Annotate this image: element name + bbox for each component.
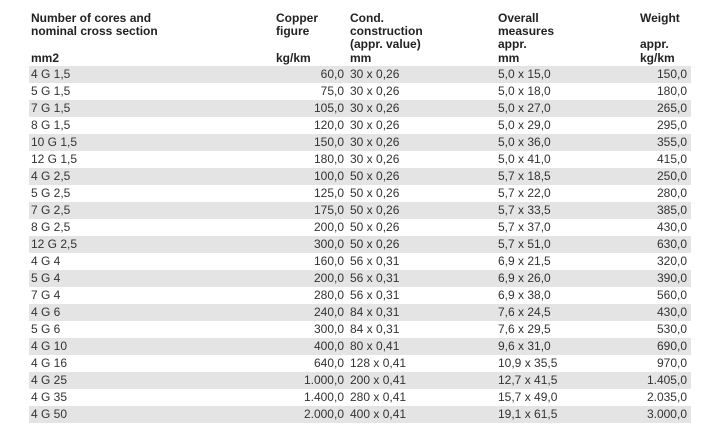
table-row [29,287,691,304]
cell-copper-figure: 280,0 [274,287,348,304]
unit-conductor-construction: mm [350,51,372,65]
cell-weight: 295,0 [617,117,691,134]
cell-copper-figure: 105,0 [274,100,348,117]
cell-weight: 415,0 [617,151,691,168]
cell-conductor-construction: 56 x 0,31 [348,253,496,270]
table-header [29,12,691,66]
cell-overall-measures: 6,9 x 26,0 [496,270,617,287]
table-row [29,100,691,117]
cable-spec-table [29,12,691,423]
cell-conductor-construction: 30 x 0,26 [348,83,496,100]
cell-conductor-construction: 30 x 0,26 [348,117,496,134]
cell-conductor-construction: 50 x 0,26 [348,202,496,219]
cell-cores-cross-section: 4 G 25 [29,372,274,389]
cell-overall-measures: 7,6 x 29,5 [496,321,617,338]
cell-weight: 2.035,0 [617,389,691,406]
cell-weight: 150,0 [617,66,691,83]
table-row [29,134,691,151]
cell-weight: 690,0 [617,338,691,355]
cell-copper-figure: 175,0 [274,202,348,219]
cell-overall-measures: 5,7 x 51,0 [496,236,617,253]
cell-overall-measures: 6,9 x 21,5 [496,253,617,270]
cell-cores-cross-section: 8 G 2,5 [29,219,274,236]
cell-conductor-construction: 80 x 0,41 [348,338,496,355]
table-row [29,270,691,287]
cell-weight: 560,0 [617,287,691,304]
cell-cores-cross-section: 7 G 4 [29,287,274,304]
cell-cores-cross-section: 4 G 35 [29,389,274,406]
cell-copper-figure: 2.000,0 [274,406,348,423]
cell-cores-cross-section: 4 G 6 [29,304,274,321]
cell-overall-measures: 5,0 x 36,0 [496,134,617,151]
cell-overall-measures: 5,7 x 18,5 [496,168,617,185]
cell-conductor-construction: 30 x 0,26 [348,151,496,168]
table-row [29,338,691,355]
table-row [29,151,691,168]
header-cores-cross-section: Number of cores and nominal cross section [31,11,158,38]
table-row [29,219,691,236]
cell-overall-measures: 9,6 x 31,0 [496,338,617,355]
header-copper-figure: Copper figure [276,11,318,38]
cell-conductor-construction: 30 x 0,26 [348,66,496,83]
cell-copper-figure: 200,0 [274,270,348,287]
cell-copper-figure: 75,0 [274,83,348,100]
table-row [29,236,691,253]
cell-weight: 3.000,0 [617,406,691,423]
cell-overall-measures: 5,7 x 22,0 [496,185,617,202]
table-row [29,202,691,219]
cell-overall-measures: 15,7 x 49,0 [496,389,617,406]
cell-copper-figure: 60,0 [274,66,348,83]
table-row [29,66,691,83]
cell-conductor-construction: 30 x 0,26 [348,100,496,117]
cell-overall-measures: 5,7 x 37,0 [496,219,617,236]
cell-overall-measures: 6,9 x 38,0 [496,287,617,304]
cell-cores-cross-section: 12 G 2,5 [29,236,274,253]
cell-weight: 280,0 [617,185,691,202]
cell-cores-cross-section: 5 G 2,5 [29,185,274,202]
cell-cores-cross-section: 4 G 10 [29,338,274,355]
header-overall-measures: Overall measures appr. [498,11,555,51]
cell-conductor-construction: 50 x 0,26 [348,185,496,202]
table-row [29,389,691,406]
cell-copper-figure: 180,0 [274,151,348,168]
cell-copper-figure: 125,0 [274,185,348,202]
cell-overall-measures: 12,7 x 41,5 [496,372,617,389]
cable-spec-table-container [29,12,691,423]
unit-copper-figure: kg/km [276,51,311,65]
cell-weight: 970,0 [617,355,691,372]
cell-conductor-construction: 30 x 0,26 [348,134,496,151]
cell-overall-measures: 5,0 x 18,0 [496,83,617,100]
table-row [29,117,691,134]
cell-cores-cross-section: 4 G 16 [29,355,274,372]
cell-copper-figure: 200,0 [274,219,348,236]
cell-conductor-construction: 200 x 0,41 [348,372,496,389]
cell-conductor-construction: 84 x 0,31 [348,304,496,321]
table-row [29,406,691,423]
cell-conductor-construction: 280 x 0,41 [348,389,496,406]
unit-overall-measures: mm [498,51,520,65]
cell-overall-measures: 5,0 x 41,0 [496,151,617,168]
cell-overall-measures: 5,0 x 29,0 [496,117,617,134]
cell-copper-figure: 300,0 [274,321,348,338]
cell-weight: 320,0 [617,253,691,270]
cell-cores-cross-section: 4 G 50 [29,406,274,423]
cell-conductor-construction: 50 x 0,26 [348,236,496,253]
cell-cores-cross-section: 4 G 1,5 [29,66,274,83]
table-row [29,355,691,372]
cell-overall-measures: 5,0 x 15,0 [496,66,617,83]
cell-cores-cross-section: 4 G 2,5 [29,168,274,185]
cell-weight: 530,0 [617,321,691,338]
cell-copper-figure: 1.400,0 [274,389,348,406]
cell-cores-cross-section: 7 G 2,5 [29,202,274,219]
table-row [29,304,691,321]
cell-weight: 355,0 [617,134,691,151]
header-conductor-construction: Cond. construction (appr. value) [350,11,423,51]
cell-weight: 390,0 [617,270,691,287]
cell-copper-figure: 400,0 [274,338,348,355]
cell-copper-figure: 150,0 [274,134,348,151]
cell-conductor-construction: 56 x 0,31 [348,287,496,304]
cell-weight: 385,0 [617,202,691,219]
table-row [29,372,691,389]
cell-conductor-construction: 400 x 0,41 [348,406,496,423]
cell-overall-measures: 5,7 x 33,5 [496,202,617,219]
cell-cores-cross-section: 8 G 1,5 [29,117,274,134]
cell-conductor-construction: 56 x 0,31 [348,270,496,287]
cell-cores-cross-section: 4 G 4 [29,253,274,270]
cell-conductor-construction: 128 x 0,41 [348,355,496,372]
table-row [29,185,691,202]
cell-cores-cross-section: 5 G 4 [29,270,274,287]
table-row [29,253,691,270]
cell-conductor-construction: 50 x 0,26 [348,219,496,236]
cell-copper-figure: 240,0 [274,304,348,321]
cell-conductor-construction: 84 x 0,31 [348,321,496,338]
table-row [29,321,691,338]
cell-copper-figure: 120,0 [274,117,348,134]
cell-weight: 265,0 [617,100,691,117]
cell-copper-figure: 300,0 [274,236,348,253]
header-weight: Weight appr. [640,11,680,51]
cell-weight: 180,0 [617,83,691,100]
table-row [29,83,691,100]
unit-weight: kg/km [640,51,675,65]
cell-weight: 430,0 [617,304,691,321]
cell-weight: 1.405,0 [617,372,691,389]
cell-copper-figure: 160,0 [274,253,348,270]
cell-copper-figure: 640,0 [274,355,348,372]
cell-cores-cross-section: 7 G 1,5 [29,100,274,117]
cell-weight: 430,0 [617,219,691,236]
cell-cores-cross-section: 5 G 1,5 [29,83,274,100]
cell-weight: 630,0 [617,236,691,253]
cell-overall-measures: 5,0 x 27,0 [496,100,617,117]
cell-weight: 250,0 [617,168,691,185]
cell-conductor-construction: 50 x 0,26 [348,168,496,185]
cell-copper-figure: 1.000,0 [274,372,348,389]
cell-overall-measures: 10,9 x 35,5 [496,355,617,372]
cell-overall-measures: 19,1 x 61,5 [496,406,617,423]
unit-cross-section: mm2 [31,51,60,65]
cell-cores-cross-section: 12 G 1,5 [29,151,274,168]
cell-copper-figure: 100,0 [274,168,348,185]
cell-cores-cross-section: 5 G 6 [29,321,274,338]
cell-overall-measures: 7,6 x 24,5 [496,304,617,321]
cell-cores-cross-section: 10 G 1,5 [29,134,274,151]
table-row [29,168,691,185]
table-body [29,66,691,423]
